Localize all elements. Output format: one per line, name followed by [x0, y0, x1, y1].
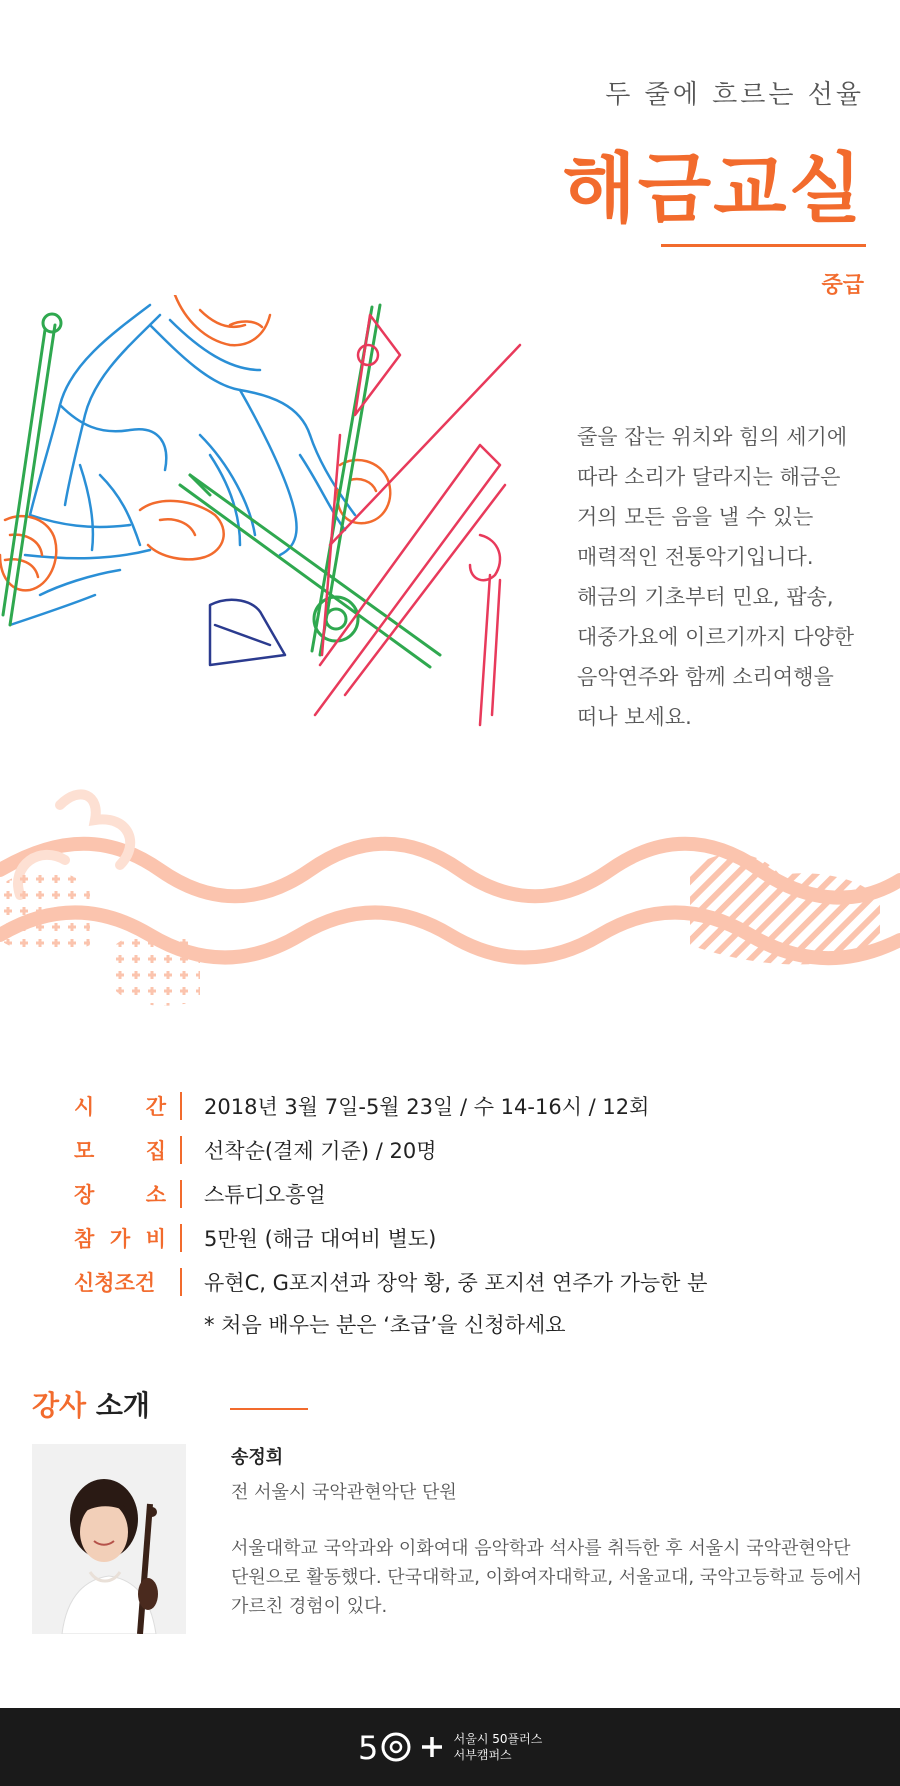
info-label [74, 1179, 168, 1209]
info-label [74, 1091, 168, 1121]
heading-accent: 강사 [32, 1389, 87, 1422]
haegeum-player-illustration [0, 295, 540, 735]
label-char: 신청조건 [74, 1271, 156, 1295]
instructor-heading [32, 1384, 150, 1424]
description-line: 떠나 보세요. [577, 705, 692, 729]
logo-five: 5 [357, 1729, 379, 1767]
description-line: 음악연주와 함께 소리여행을 [577, 665, 834, 689]
label-char: 가 [109, 1227, 131, 1251]
info-label [74, 1135, 168, 1165]
heading-rest: 소개 [95, 1389, 150, 1422]
description-line: 해금의 기초부터 민요, 팝송, [577, 585, 834, 609]
footer-logo [358, 1727, 543, 1767]
description-line: 줄을 잡는 위치와 힘의 세기에 [577, 425, 848, 449]
label-char: 소 [145, 1183, 166, 1207]
info-value: 2018년 3월 7일-5월 23일 / 수 14-16시 / 12회 [204, 1095, 650, 1119]
course-info-table [74, 1084, 874, 1344]
info-divider [180, 1268, 182, 1296]
info-value: 5만원 (해금 대여비 별도) [204, 1227, 437, 1251]
instructor-divider [230, 1408, 308, 1410]
bio-line: 서울대학교 국악과와 이화여대 음악학과 석사를 취득한 후 서울시 국악관현악단 [231, 1538, 851, 1559]
info-row-recruit [74, 1128, 874, 1172]
info-note: * 처음 배우는 분은 ‘초급’을 신청하세요 [204, 1313, 566, 1337]
description-line: 매력적인 전통악기입니다. [577, 545, 814, 569]
label-char: 간 [145, 1095, 166, 1119]
instructor-name: 송정희 [231, 1447, 284, 1468]
label-char: 참 [74, 1227, 95, 1251]
instructor-role: 전 서울시 국악관현악단 단원 [231, 1482, 457, 1503]
description-line: 대중가요에 이르기까지 다양한 [577, 625, 855, 649]
info-divider [180, 1224, 182, 1252]
program-subtitle: 두 줄에 흐르는 선율 [605, 80, 864, 110]
info-divider [180, 1180, 182, 1208]
info-label [74, 1223, 168, 1253]
info-label [74, 1267, 168, 1297]
info-row-requirement [74, 1260, 874, 1304]
info-value: 유현C, G포지션과 장악 황, 중 포지션 연주가 가능한 분 [204, 1271, 708, 1295]
info-row-place [74, 1172, 874, 1216]
label-char: 비 [145, 1227, 166, 1251]
footer [0, 1708, 900, 1786]
decorative-wave-band [0, 775, 900, 1010]
label-char: 시 [74, 1095, 95, 1119]
program-title: 해금교실 [562, 144, 864, 233]
info-divider [180, 1136, 182, 1164]
info-value: 스튜디오흥얼 [204, 1183, 326, 1207]
label-char: 모 [74, 1139, 95, 1163]
info-row-time [74, 1084, 874, 1128]
info-divider [180, 1092, 182, 1120]
label-char: 집 [145, 1139, 166, 1163]
instructor-photo [32, 1444, 186, 1634]
label-char: 장 [74, 1183, 95, 1207]
title-divider [661, 244, 866, 247]
instructor-bio [231, 1534, 871, 1621]
fifty-plus-logo-icon [358, 1727, 444, 1767]
bio-line: 가르친 경험이 있다. [231, 1596, 388, 1617]
org-line: 서부캠퍼스 [453, 1748, 512, 1762]
description-line: 따라 소리가 달라지는 해금은 [577, 465, 841, 489]
info-value: 선착순(결제 기준) / 20명 [204, 1139, 437, 1163]
description-line: 거의 모든 음을 낼 수 있는 [577, 505, 814, 529]
program-description [577, 417, 877, 737]
info-row-fee [74, 1216, 874, 1260]
org-line: 서울시 50플러스 [453, 1732, 543, 1746]
footer-org [454, 1731, 543, 1763]
level-badge: 중급 [821, 273, 864, 298]
bio-line: 단원으로 활동했다. 단국대학교, 이화여자대학교, 서울교대, 국악고등학교 등에서 [231, 1567, 863, 1588]
